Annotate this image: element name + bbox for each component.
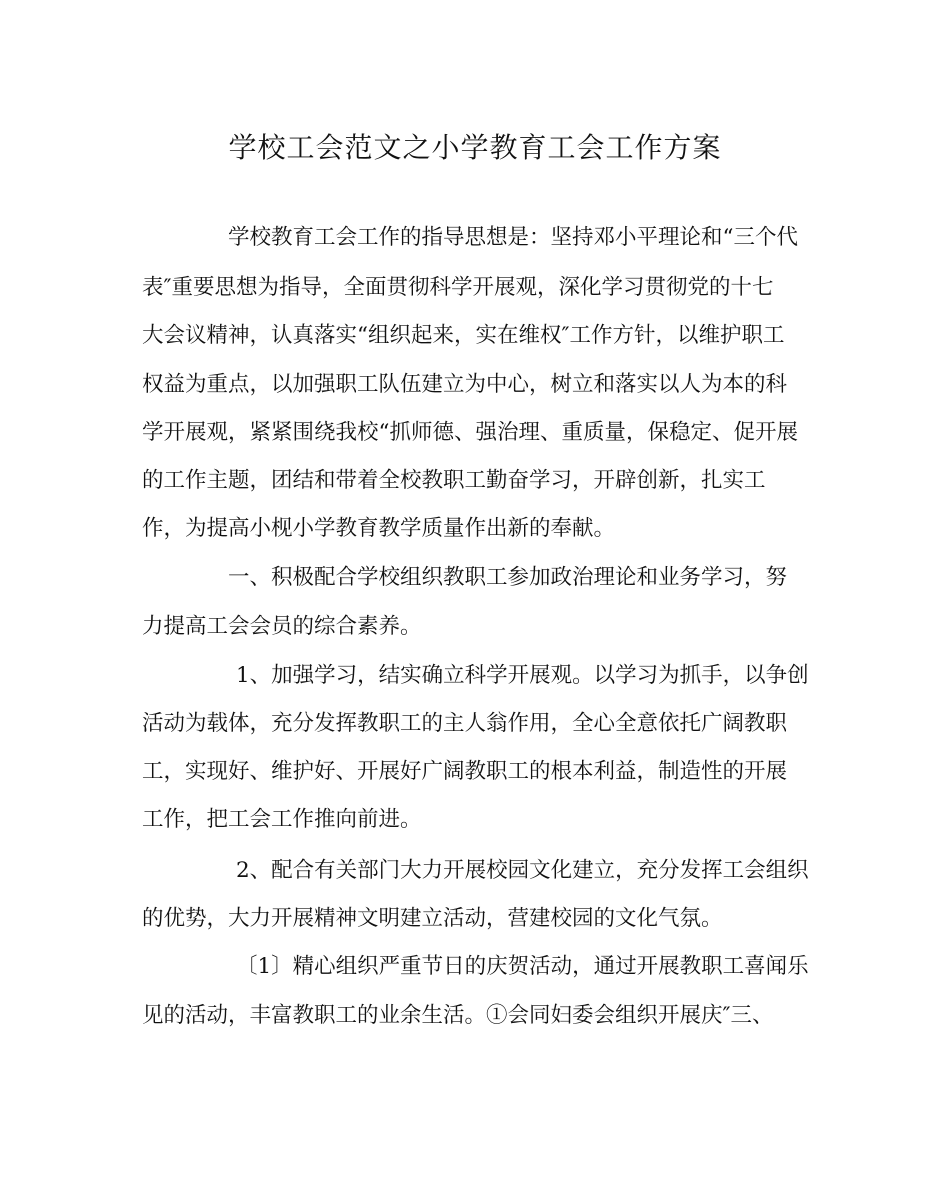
paragraph-line: 的工作主题，团结和带着全校教职工勤奋学习，开辟创新，扎实工: [142, 468, 766, 493]
paragraph-line: 活动为载体，充分发挥教职工的主人翁作用，全心全意依托广阔教职: [142, 711, 788, 736]
paragraph-line: 〔1〕精心组织严重节日的庆贺活动，通过开展教职工喜闻乐: [236, 954, 809, 979]
paragraph-line: 见的活动，丰富教职工的业余生活。①会同妇委会组织开展庆″三、: [142, 1003, 774, 1028]
paragraph-line: 工，实现好、维护好、开展好广阔教职工的根本利益，制造性的开展: [142, 759, 788, 784]
paragraph-line: 学校教育工会工作的指导思想是：坚持邓小平理论和“三个代: [228, 225, 798, 250]
paragraph-line: 的优势，大力开展精神文明建立活动，营建校园的文化气氛。: [142, 906, 723, 931]
paragraph-line: 2、配合有关部门大力开展校园文化建立，充分发挥工会组织: [236, 858, 809, 883]
section-heading-line: 一、积极配合学校组织教职工参加政治理论和业务学习，努: [228, 565, 788, 590]
paragraph-line: 大会议精神，认真落实“组织起来，实在维权″工作方针，以维护职工: [142, 323, 785, 348]
paragraph-line: 工作，把工会工作推向前进。: [142, 807, 422, 832]
paragraph-line: 1、加强学习，结实确立科学开展观。以学习为抓手，以争创: [236, 663, 809, 688]
paragraph-line: 学开展观，紧紧围绕我校“抓师德、强治理、重质量，保稳定、促开展: [142, 420, 798, 445]
document-title: 学校工会范文之小学教育工会工作方案: [228, 131, 722, 164]
paragraph-line: 作，为提高小枧小学教育教学质量作出新的奉献。: [142, 516, 616, 541]
paragraph-line: 表″重要思想为指导，全面贯彻科学开展观，深化学习贯彻党的十七: [142, 275, 774, 300]
paragraph-line: 权益为重点，以加强职工队伍建立为中心，树立和落实以人为本的科: [142, 372, 788, 397]
section-heading-line: 力提高工会会员的综合素养。: [142, 614, 422, 639]
